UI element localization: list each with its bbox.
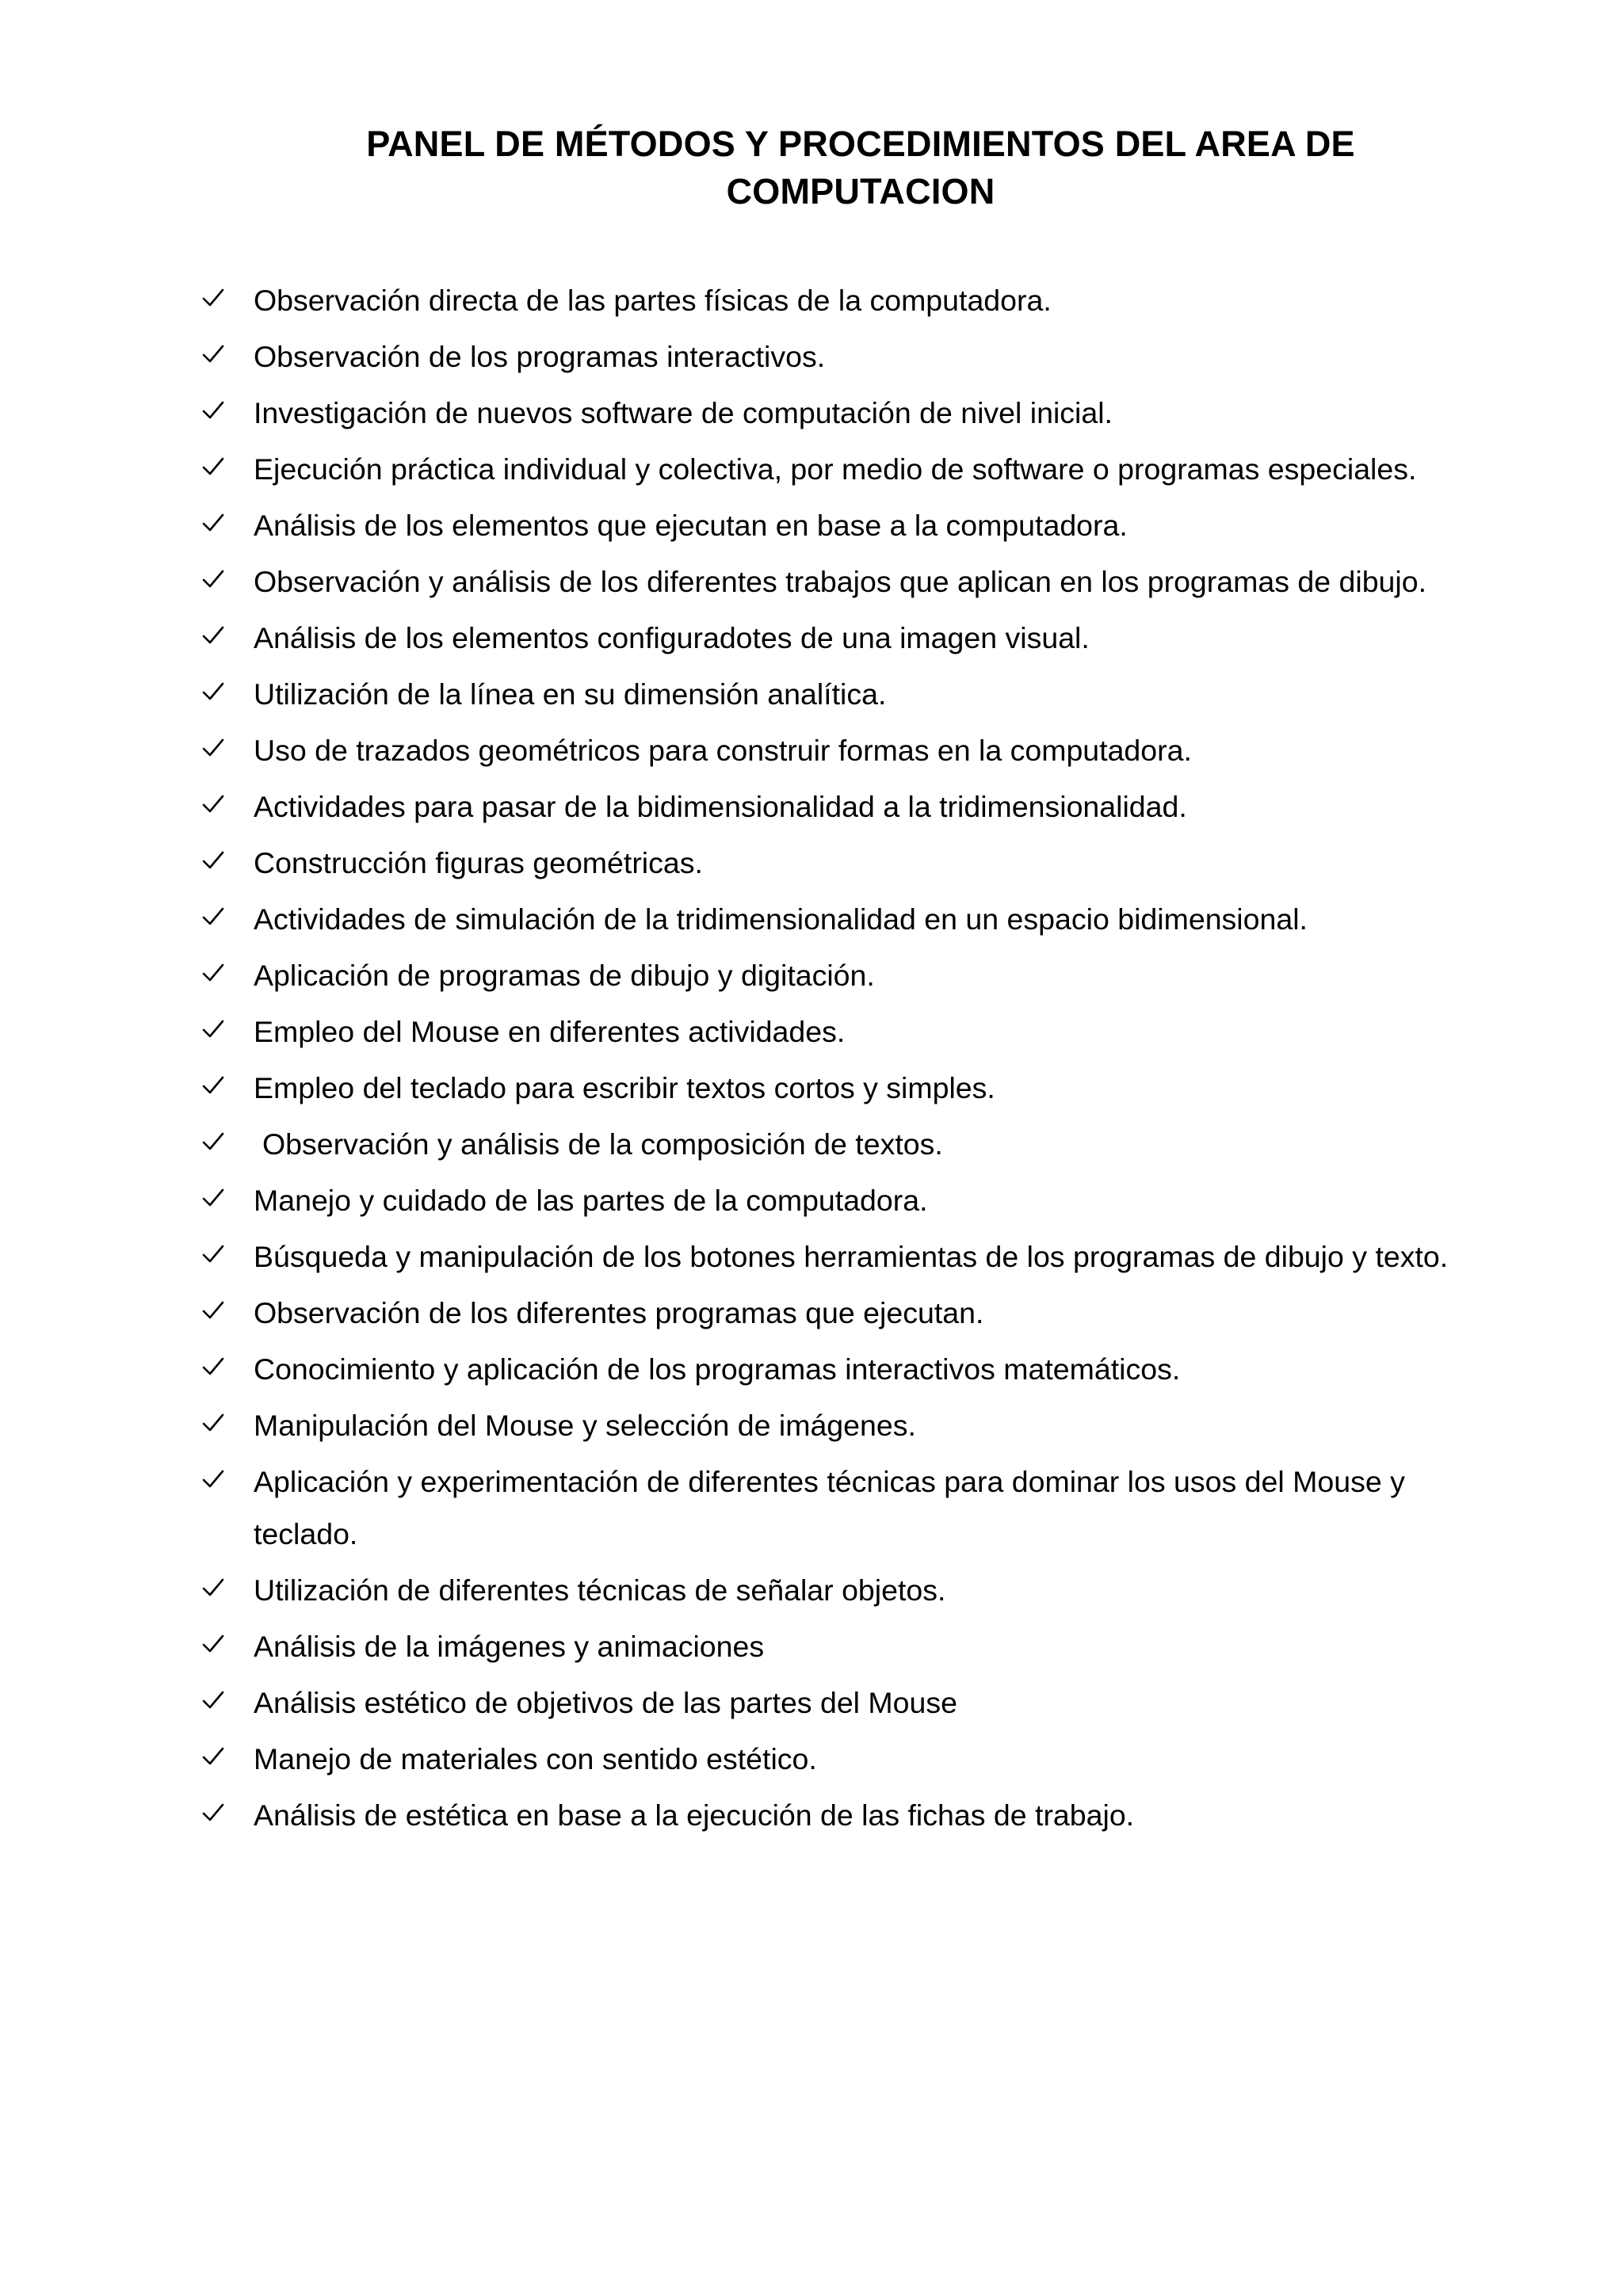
list-item: [201, 1789, 1485, 1841]
checkmark-icon: [201, 567, 225, 591]
list-item: [201, 1676, 1485, 1729]
checkmark-icon: [201, 792, 225, 816]
list-item-text: Búsqueda y manipulación de los botones herramientas de los programas de dibujo y texto.: [254, 1240, 1449, 1273]
checkmark-icon: [201, 905, 225, 929]
list-item-text: Manejo y cuidado de las partes de la computadora.: [254, 1184, 928, 1217]
checkmark-icon: [201, 1467, 225, 1491]
checkmark-icon: [201, 624, 225, 647]
list-item-text: Aplicación de programas de dibujo y digitación.: [254, 959, 875, 992]
checkmark-icon: [201, 1074, 225, 1097]
checkmark-icon: [201, 1688, 225, 1712]
list-item: [201, 555, 1485, 608]
list-item-text: Empleo del teclado para escribir textos cortos y simples.: [254, 1071, 995, 1104]
list-item: [201, 893, 1485, 945]
list-item: [201, 1399, 1485, 1451]
checkmark-icon: [201, 1242, 225, 1266]
list-item-text: Manejo de materiales con sentido estético.: [254, 1742, 817, 1775]
title-line-2: COMPUTACION: [726, 171, 995, 212]
methods-list: [201, 274, 1485, 1845]
list-item-text: Análisis de estética en base a la ejecución de las fichas de trabajo.: [254, 1798, 1135, 1832]
checkmark-icon: [201, 736, 225, 760]
checkmark-icon: [201, 342, 225, 366]
checkmark-icon: [201, 849, 225, 872]
list-item-text: Observación directa de las partes físicas de la computadora.: [254, 284, 1052, 317]
list-item: [201, 949, 1485, 1001]
list-item: [201, 1620, 1485, 1672]
list-item-text: Observación y análisis de la composición de textos.: [262, 1127, 943, 1161]
list-item: [201, 1455, 1466, 1560]
list-item: [201, 668, 1485, 720]
list-item: [201, 1733, 1485, 1785]
list-item-text: Empleo del Mouse en diferentes actividades.: [254, 1015, 846, 1048]
list-item: [201, 274, 1485, 326]
list-item: [201, 612, 1485, 664]
list-item: [201, 1287, 1485, 1339]
list-item-text: Observación y análisis de los diferentes trabajos que aplican en los programas de dibujo.: [254, 565, 1427, 598]
list-item-text: Manipulación del Mouse y selección de imágenes.: [254, 1409, 916, 1442]
checkmark-icon: [201, 286, 225, 310]
list-item-text: Ejecución práctica individual y colectiva, por medio de software o programas especiales.: [254, 452, 1417, 486]
checkmark-icon: [201, 680, 225, 704]
checkmark-icon: [201, 961, 225, 985]
list-item: [201, 499, 1485, 551]
list-item-text: Análisis de la imágenes y animaciones: [254, 1630, 765, 1663]
list-item: [201, 1118, 1485, 1170]
checkmark-icon: [201, 1745, 225, 1768]
list-item: [201, 1343, 1485, 1395]
list-item: [201, 330, 1485, 383]
list-item-text: Investigación de nuevos software de computación de nivel inicial.: [254, 396, 1113, 429]
checkmark-icon: [201, 455, 225, 479]
list-item: [201, 1230, 1485, 1283]
list-item: [201, 443, 1485, 495]
list-item-text: Análisis de los elementos que ejecutan en base a la computadora.: [254, 509, 1128, 542]
list-item-text: Conocimiento y aplicación de los programas interactivos matemáticos.: [254, 1352, 1181, 1386]
title-line-1: PANEL DE MÉTODOS Y PROCEDIMIENTOS DEL AREA DE: [366, 124, 1355, 164]
checkmark-icon: [201, 1801, 225, 1825]
list-item-text: Utilización de diferentes técnicas de señalar objetos.: [254, 1573, 946, 1607]
checkmark-icon: [201, 1017, 225, 1041]
page-title: [238, 120, 1484, 215]
list-item-text: Actividades para pasar de la bidimensionalidad a la tridimensionalidad.: [254, 790, 1187, 823]
list-item: [201, 1005, 1485, 1058]
list-item-text: Utilización de la línea en su dimensión analítica.: [254, 677, 887, 711]
list-item: [201, 780, 1485, 833]
list-item-text: Aplicación y experimentación de diferentes técnicas para dominar los usos del Mouse y teclado.: [254, 1465, 1405, 1550]
list-item-text: Observación de los diferentes programas que ejecutan.: [254, 1296, 984, 1329]
list-item-text: Análisis de los elementos configuradotes de una imagen visual.: [254, 621, 1090, 654]
list-item-text: Uso de trazados geométricos para construir formas en la computadora.: [254, 734, 1192, 767]
checkmark-icon: [201, 1299, 225, 1322]
list-item-text: Análisis estético de objetivos de las partes del Mouse: [254, 1686, 957, 1719]
checkmark-icon: [201, 1130, 225, 1154]
checkmark-icon: [201, 511, 225, 535]
list-item: [201, 1062, 1485, 1114]
list-item: [201, 837, 1485, 889]
list-item-text: Observación de los programas interactivos.: [254, 340, 826, 373]
list-item: [201, 387, 1485, 439]
checkmark-icon: [201, 1411, 225, 1435]
checkmark-icon: [201, 1355, 225, 1379]
list-item-text: Construcción figuras geométricas.: [254, 846, 703, 879]
checkmark-icon: [201, 1576, 225, 1600]
checkmark-icon: [201, 1632, 225, 1656]
list-item: [201, 724, 1485, 776]
checkmark-icon: [201, 399, 225, 422]
list-item: [201, 1174, 1485, 1226]
list-item: [201, 1564, 1485, 1616]
list-item-text: Actividades de simulación de la tridimensionalidad en un espacio bidimensional.: [254, 902, 1308, 936]
checkmark-icon: [201, 1186, 225, 1210]
